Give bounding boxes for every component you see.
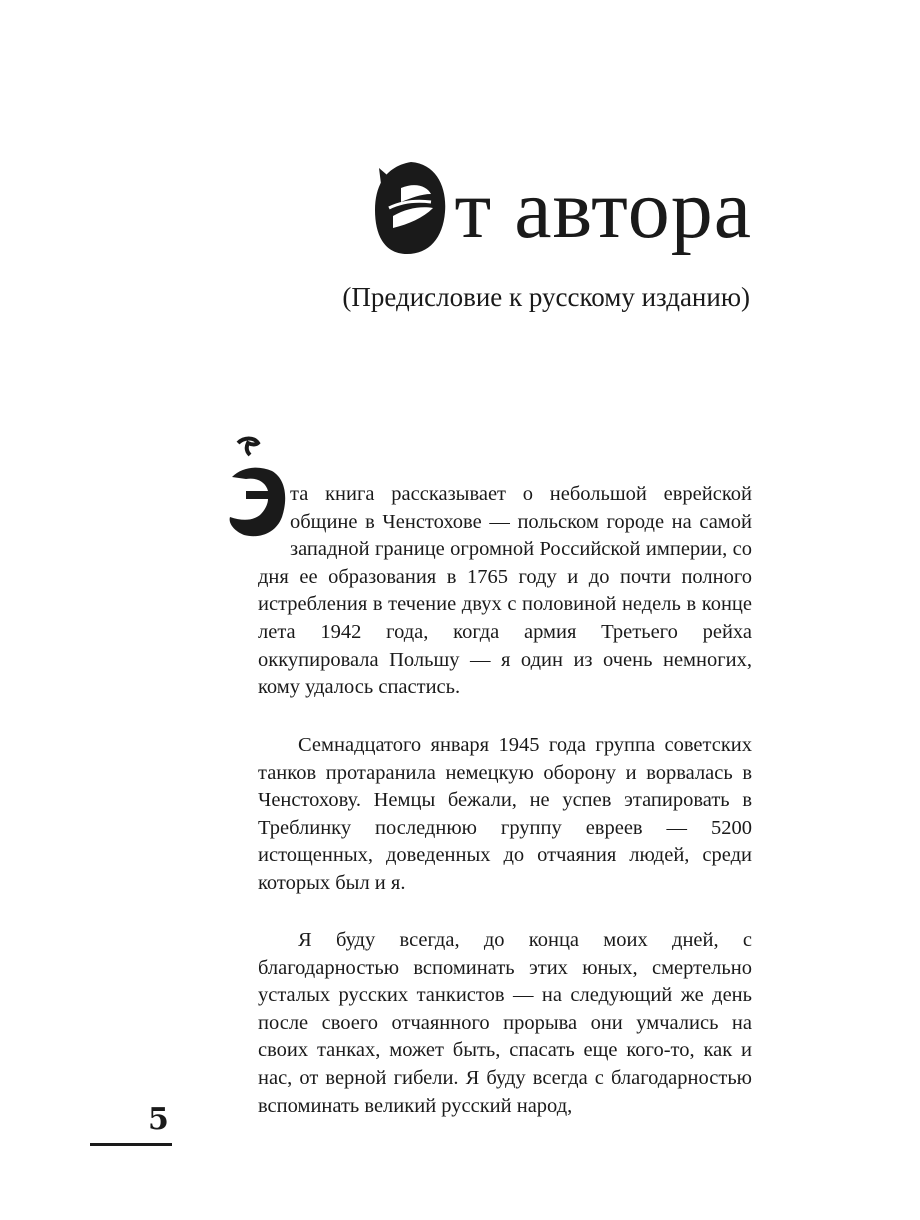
paragraph-1-text: та книга рассказывает о небольшой еврейской общине в Ченстохове — польском городе на самой западной границе огромной Российской империи, со дня ее образования в 1765 году и до почти полного истребления в течение двух с половиной недель в конце лета 1942 года, когда армия Третьего рейха оккупировала Польшу — я один из очень немногих, кому удалось спастись. xyxy=(258,483,752,699)
chapter-title-text: т автора xyxy=(454,163,752,256)
blackletter-e-glyph xyxy=(224,433,290,541)
paragraph-1-content xyxy=(258,481,752,702)
drop-cap-e xyxy=(224,433,290,541)
page-number: 5 xyxy=(148,1102,169,1137)
decorative-initial-o xyxy=(371,158,449,258)
paragraph-3 xyxy=(258,927,752,1120)
page-number-rule xyxy=(90,1143,172,1146)
paragraph-3-text: Я буду всегда, до конца моих дней, с благодарностью вспоминать этих юных, смертельно усталых русских танкистов — на следующий же день после своего отчаянного прорыва они умчались на своих танках, может быть, спасать еще кого-то, как и нас, от верной гибели. Я буду всегда с благодарностью вспоминать великий русский народ, xyxy=(258,929,752,1117)
paragraph-2 xyxy=(258,732,752,898)
blackletter-o-glyph xyxy=(371,158,449,258)
chapter-title xyxy=(371,158,752,258)
paragraph-2-text: Семнадцатого января 1945 года группа советских танков протаранила немецкую оборону и ворвалась в Ченстохову. Немцы бежали, не успев этапировать в Треблинку последнюю группу евреев — 5200 истощенных, доведенных до отчаяния людей, среди которых был и я. xyxy=(258,734,752,894)
paragraph-1 xyxy=(258,481,752,702)
chapter-subtitle: (Предисловие к русскому изданию) xyxy=(342,282,750,312)
